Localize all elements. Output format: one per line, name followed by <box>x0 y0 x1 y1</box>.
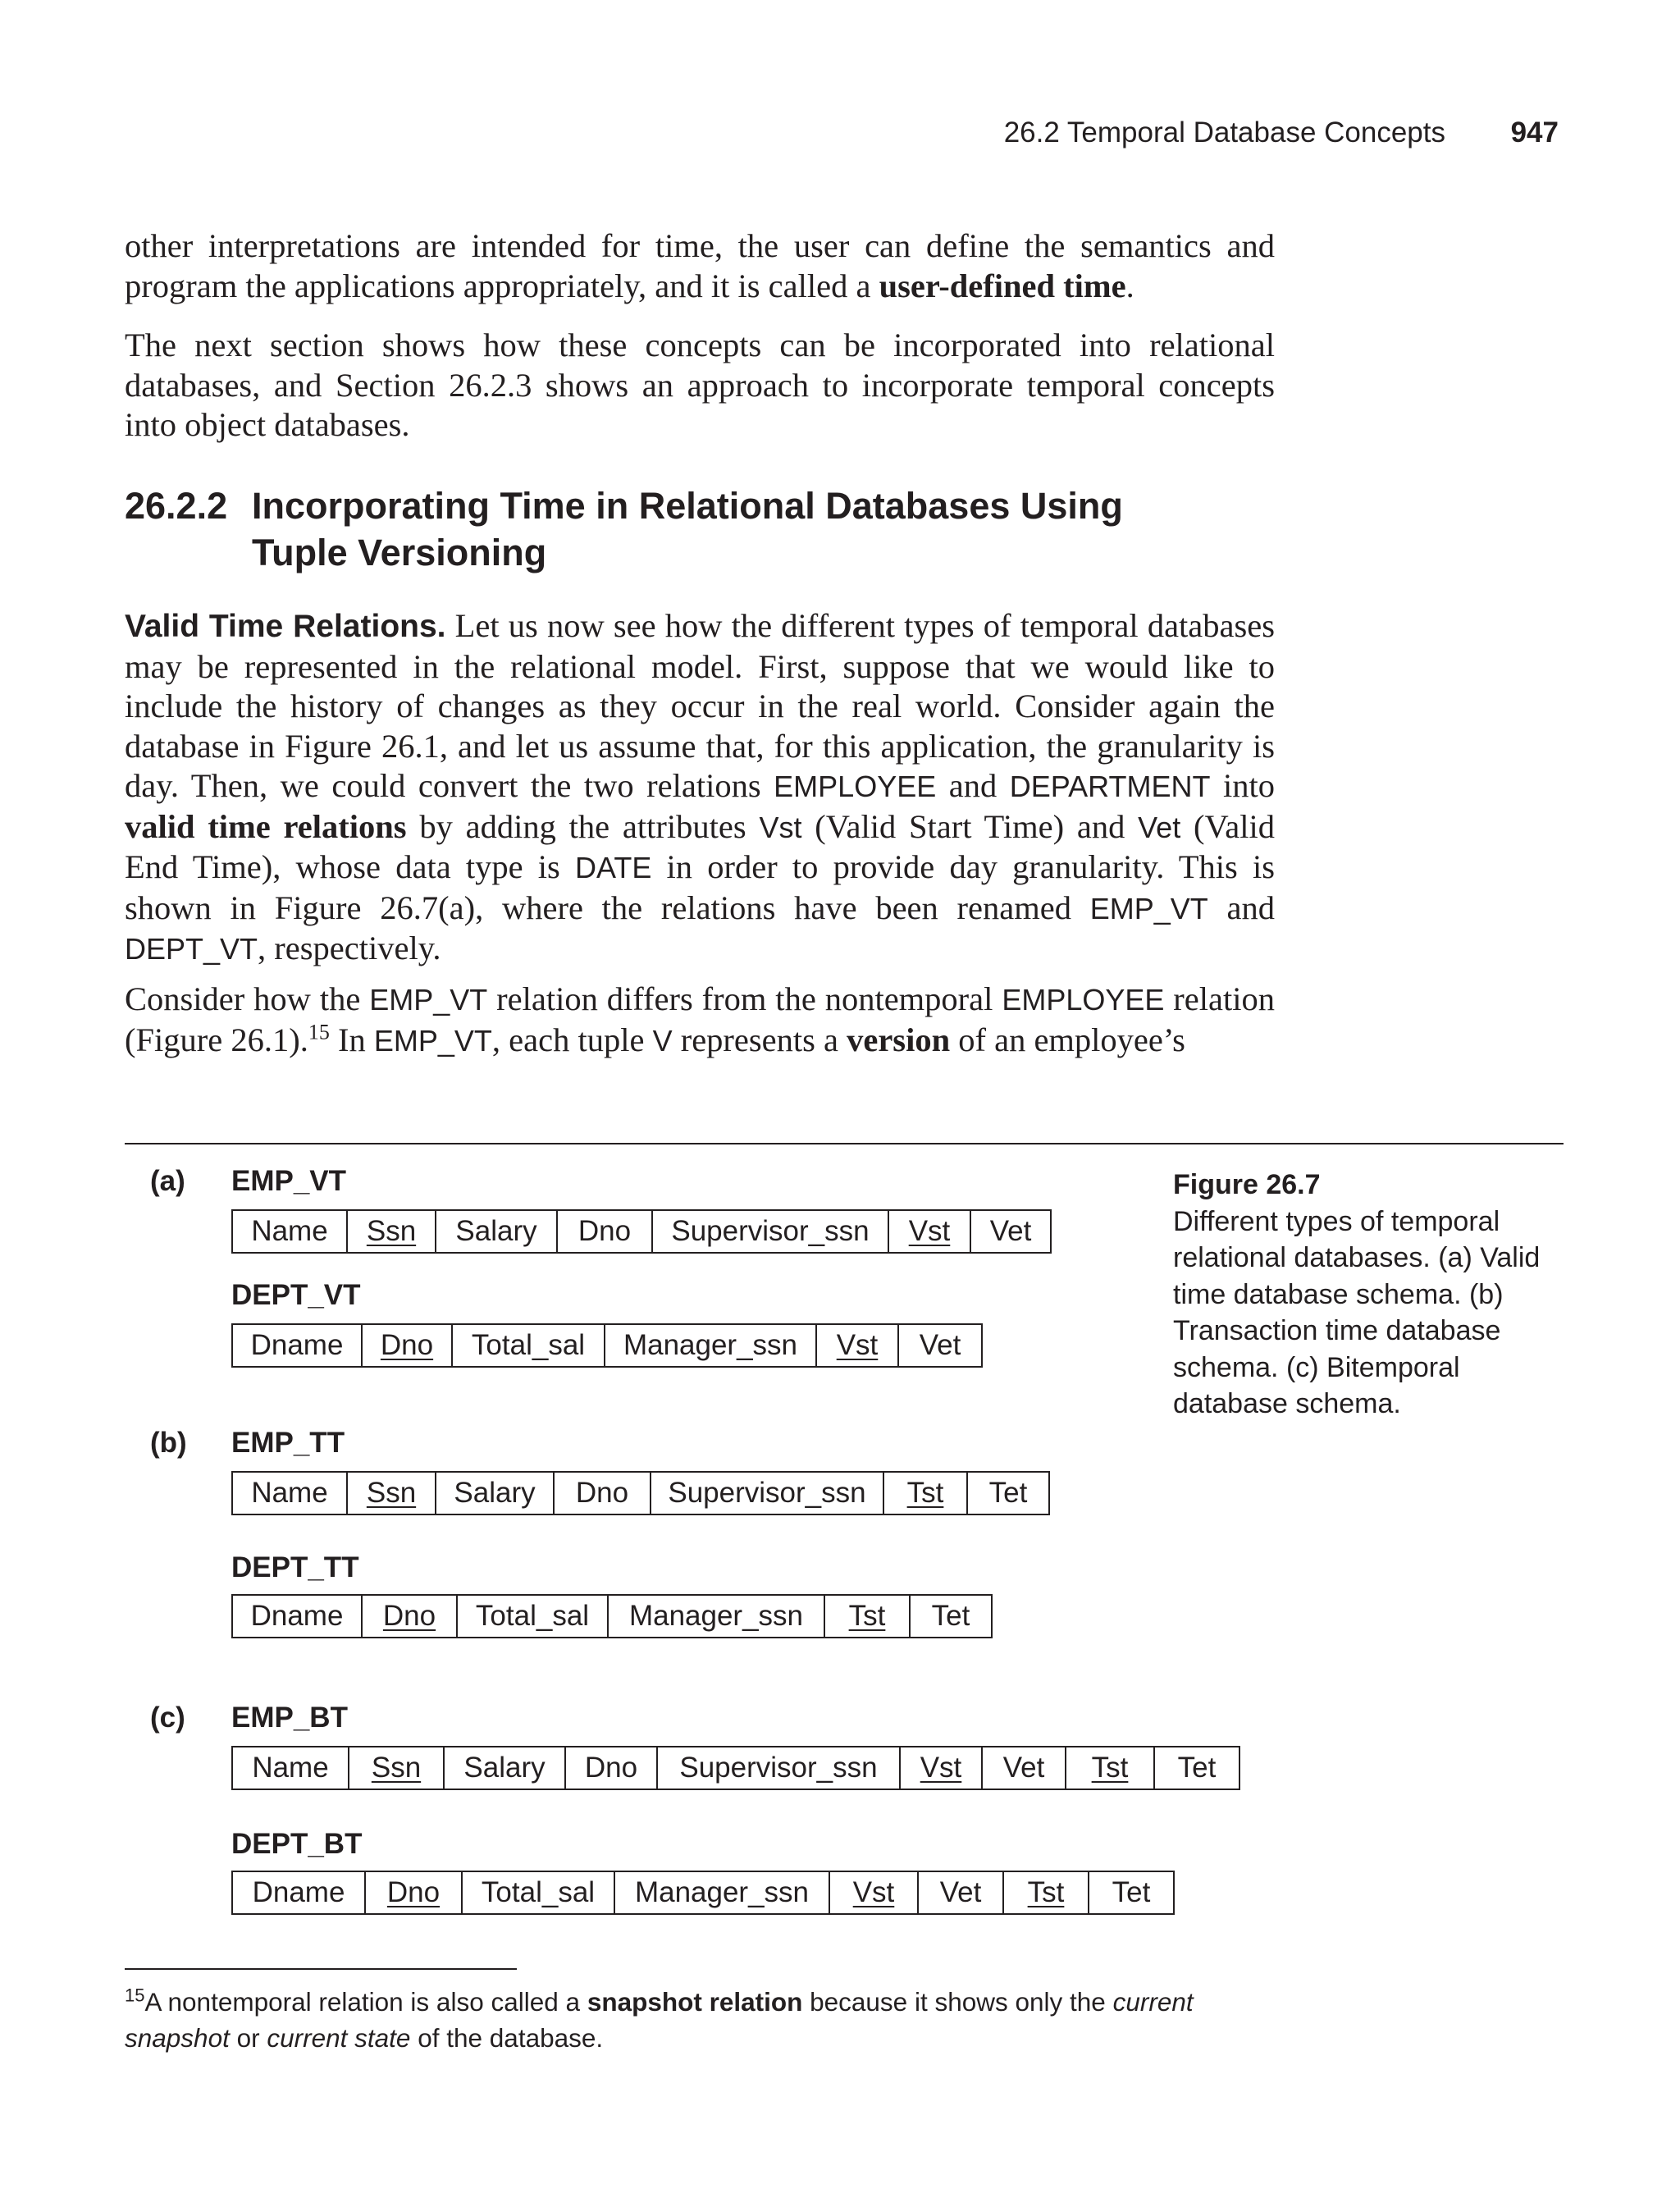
attribute-cell: Salary <box>436 1473 555 1514</box>
schema-emp-bt <box>231 1746 1240 1790</box>
text-run: (Valid Start Time) and <box>801 807 1139 845</box>
text-run: , respectively. <box>258 930 441 966</box>
text-run: other interpretations are intended for time, the user can define the semantics and program the applications appropriately, and it is called a <box>125 227 1275 304</box>
key-attribute-cell: Dno <box>366 1872 463 1913</box>
figure-part-label-a: (a) <box>150 1165 185 1197</box>
code-emp-vt: EMP_VT <box>373 1023 492 1058</box>
footnote-marker[interactable]: 15 <box>308 1020 330 1044</box>
attribute-cell: Manager_ssn <box>605 1325 817 1366</box>
figure-caption-text: Different types of temporal relational databases. (a) Valid time database schema. (b) Transaction time database schema. (c) Bitemporal database schema. <box>1173 1205 1541 1419</box>
code-vet: Vet <box>1138 810 1181 844</box>
attribute-cell: Tet <box>988 1477 1028 1509</box>
attribute-cell: Vet <box>919 1329 961 1361</box>
code-v: V <box>652 1023 673 1058</box>
relation-name-emp-tt: EMP_TT <box>231 1427 345 1459</box>
attribute-cell: Tet <box>1177 1752 1217 1784</box>
running-header <box>984 116 1559 159</box>
attribute-cell: Dname <box>233 1596 363 1637</box>
key-attribute-cell: Tst <box>825 1596 911 1637</box>
attribute-cell: Total_sal <box>458 1596 609 1637</box>
attribute-cell: Supervisor_ssn <box>651 1473 884 1514</box>
attribute-cell: Manager_ssn <box>609 1596 825 1637</box>
code-department: DEPARTMENT <box>1009 770 1211 803</box>
paragraph-user-defined-time <box>125 226 1275 306</box>
term-user-defined-time: user-defined time <box>879 267 1126 304</box>
attribute-cell: Name <box>233 1211 348 1252</box>
attribute-cell: Salary <box>445 1747 566 1789</box>
key-attribute-cell: Tst <box>884 1473 968 1514</box>
attribute-cell: Name <box>233 1473 348 1514</box>
figure-part-label-b: (b) <box>150 1427 187 1459</box>
attribute-cell: Supervisor_ssn <box>658 1747 901 1789</box>
figure-top-rule <box>125 1143 1564 1144</box>
text-run: of the database. <box>410 2023 604 2053</box>
text-run: in order to provide day granularity. This is shown in Figure 26.7(a), where the relations have been renamed <box>125 848 1275 926</box>
text-run: In <box>329 1021 374 1058</box>
text-run: , each tuple <box>491 1021 653 1058</box>
key-attribute-cell: Vst <box>889 1211 971 1252</box>
code-dept-vt: DEPT_VT <box>125 932 258 966</box>
term-version: version <box>847 1021 951 1058</box>
code-emp-vt: EMP_VT <box>1089 891 1208 925</box>
key-attribute-cell: Vst <box>830 1872 919 1913</box>
attribute-cell: Tet <box>931 1600 970 1632</box>
key-attribute-cell: Ssn <box>348 1211 436 1252</box>
text-run: into <box>1210 767 1276 804</box>
attribute-cell: Name <box>233 1747 349 1789</box>
key-attribute-cell: Dno <box>363 1596 458 1637</box>
figure-caption <box>1173 1167 1559 1423</box>
text-run: (Valid End Time), whose data type is <box>125 807 1275 885</box>
relation-name-dept-tt: DEPT_TT <box>231 1551 359 1583</box>
attribute-cell: Tet <box>1112 1876 1151 1908</box>
key-attribute-cell: Ssn <box>348 1473 436 1514</box>
attribute-cell: Supervisor_ssn <box>653 1211 889 1252</box>
page-number: 947 <box>1510 116 1559 148</box>
code-employee: EMPLOYEE <box>774 770 937 803</box>
emphasis-current-snapshot: current snapshot <box>125 1987 1194 2053</box>
attribute-cell: Dno <box>555 1473 651 1514</box>
text-run: or <box>229 2023 267 2053</box>
schema-emp-vt <box>231 1209 1052 1254</box>
attribute-cell: Dname <box>233 1872 366 1913</box>
footnote-number: 15 <box>125 1985 145 2006</box>
key-attribute-cell: Vst <box>817 1325 899 1366</box>
relation-name-dept-vt: DEPT_VT <box>231 1279 361 1311</box>
emphasis-current-state: current state <box>267 2023 411 2053</box>
code-employee: EMPLOYEE <box>1002 983 1165 1016</box>
relation-name-emp-vt: EMP_VT <box>231 1165 347 1197</box>
term-snapshot-relation: snapshot relation <box>587 1987 803 2017</box>
text-run: and <box>936 767 1010 804</box>
schema-dept-vt <box>231 1323 983 1368</box>
section-title: Incorporating Time in Relational Databases Using Tuple Versioning <box>252 485 1123 573</box>
attribute-cell: Vet <box>989 1215 1032 1247</box>
attribute-cell: Total_sal <box>453 1325 605 1366</box>
relation-name-dept-bt: DEPT_BT <box>231 1828 363 1860</box>
text-run: represents a <box>672 1021 847 1058</box>
attribute-cell: Vet <box>983 1747 1066 1789</box>
attribute-cell: Salary <box>436 1211 558 1252</box>
attribute-cell: Dno <box>558 1211 653 1252</box>
figure-part-label-c: (c) <box>150 1702 185 1734</box>
attribute-cell: Total_sal <box>463 1872 615 1913</box>
text-run: relation differs from the nontemporal <box>487 980 1002 1017</box>
key-attribute-cell: Tst <box>1066 1747 1155 1789</box>
schema-dept-bt <box>231 1871 1175 1915</box>
schema-emp-tt <box>231 1471 1050 1515</box>
text-run: of an employee’s <box>950 1021 1185 1058</box>
paragraph-next-section: The next section shows how these concepts can be incorporated into relational databases, and Section 26.2.3 shows an approach to incorporate temporal concepts into object databases. <box>125 327 1275 443</box>
text-run: by adding the attributes <box>406 807 760 845</box>
attribute-cell: Dname <box>233 1325 363 1366</box>
footnote <box>125 1984 1290 2056</box>
run-in-heading: Valid Time Relations. <box>125 609 446 644</box>
paragraph-emp-vt-versions <box>125 980 1275 1061</box>
code-emp-vt: EMP_VT <box>369 983 488 1016</box>
text-run: . <box>1125 267 1134 304</box>
key-attribute-cell: Dno <box>363 1325 453 1366</box>
key-attribute-cell: Ssn <box>349 1747 445 1789</box>
code-date: DATE <box>575 851 652 884</box>
text-run: Let us now see how the different types of temporal databases may be represented in the relational model. First, suppose that we would like to include the history of changes as they occur in the real world. Consider again the database in Figure 26.1, and let us assume that, for this application, the granularity is day. Then, we could convert the two relations <box>125 607 1275 804</box>
text-run: Consider how the <box>125 980 370 1017</box>
text-run: A nontemporal relation is also called a <box>144 1987 587 2017</box>
code-vst: Vst <box>759 810 802 844</box>
running-title: 26.2 Temporal Database Concepts <box>1003 116 1445 148</box>
attribute-cell: Dno <box>566 1747 658 1789</box>
key-attribute-cell: Tst <box>1004 1872 1089 1913</box>
term-valid-time-relations: valid time relations <box>125 807 407 845</box>
attribute-cell: Vet <box>919 1872 1004 1913</box>
section-number: 26.2.2 <box>125 485 228 527</box>
attribute-cell: Manager_ssn <box>615 1872 830 1913</box>
key-attribute-cell: Vst <box>901 1747 983 1789</box>
text-run: and <box>1208 889 1275 926</box>
relation-name-emp-bt: EMP_BT <box>231 1702 348 1734</box>
paragraph-valid-time-relations <box>125 606 1275 970</box>
figure-label: Figure 26.7 <box>1173 1169 1321 1200</box>
text-run: relation (Figure 26.1). <box>125 980 1275 1058</box>
text-run: because it shows only the <box>802 1987 1113 2017</box>
footnote-rule <box>125 1968 517 1970</box>
schema-dept-tt <box>231 1594 993 1638</box>
